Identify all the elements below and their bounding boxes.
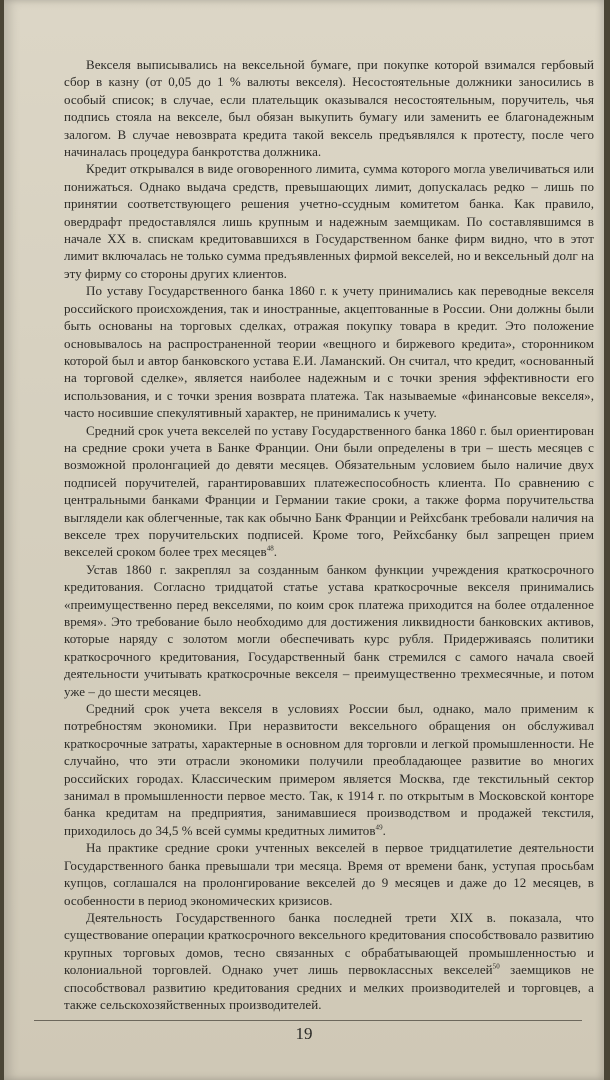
paragraph-1-text: Векселя выписывались на вексельной бумаге, при покупке которой взимался гербовый сбор в казну (от 0,05 до 1 % валюты векселя). Несостоятельные должники заносились в особый список; в случае, если плательщик оказывался несостоятельным, поручитель, чья подпись стояла на векселе, был обязан выкупить бумагу или заменить ее благонадежным залогом. В случае невозврата кредита такой вексель предъявлялся к протесту, после чего начиналась процедура банкротства должника.	[64, 57, 594, 160]
paragraph-5	[64, 561, 594, 700]
footnote-ref-50: 50	[492, 962, 500, 971]
body-text	[64, 56, 594, 1013]
footnote-ref-48: 48	[266, 545, 274, 554]
paragraph-4: Средний срок учета векселей по уставу Государственного банка 1860 г. был ориентирован на средние сроки учета в Банке Франции. Они были определены в три – шесть месяцев с возможной пролонгацией до девяти месяцев. Обязательным условием было наличие двух подписей поручителей, гарантировавших платежеспособность клиента. По сравнению с центральными банками Франции и Германии такие сроки, а также форма поручительства выглядели как облегченные, так как обычно Банк Франции и Рейхсбанк требовали наличия на векселе трех поручительских подписей. Кроме того, Рейхсбанку был запрещен прием векселей сроком более трех месяцев$^{48}$.	[64, 422, 594, 560]
footnote-ref-49: 49	[375, 823, 383, 832]
paragraph-8	[64, 909, 594, 1013]
paragraph-4-text: Средний срок учета векселей по уставу Государственного банка 1860 г. был ориентирован на средние сроки учета в Банке Франции. Они были определены в три – шесть месяцев с возможной пролонгацией до девяти месяцев. Обязательным условием было наличие двух подписей поручителей, гарантировавших платежеспособность клиента. По сравнению с центральными банками Франции и Германии такие сроки, а также форма поручительства выглядели как облегченные, так как обычно Банк Франции и Рейхсбанк требовали наличия на векселе трех поручительских подписей. Кроме того, Рейхсбанку был запрещен прием векселей сроком более трех месяцев	[64, 422, 594, 560]
paragraph-5-text: Устав 1860 г. закреплял за созданным банком функции учреждения краткосрочного кредитования. Согласно тридцатой статье устава краткосрочные векселя принимались «преимущественно перед векселями, по коим срок платежа приходится на более отдаленное время». Это требование было необходимо для достижения ликвидности банковских активов, которые наряду с золотом могли обеспечивать курс рубля. Придерживаясь политики краткосрочного кредитования, Государственный банк стремился с самого начала своей деятельности учитывать краткосрочные векселя – преимущественно трехмесячные, и потом уже – до шести месяцев.	[64, 561, 594, 699]
paragraph-6: Средний срок учета векселя в условиях России был, однако, мало применим к потребностям экономики. При неразвитости вексельного обращения он обслуживал краткосрочные затраты, характерные в основном для торговли и легкой промышленности. Не случайно, что эти отрасли экономики получили преобладающее развитие во многих российских городах. Классическим примером является Москва, где текстильный сектор занимал в промышленности первое место. Так, к 1914 г. по открытым в Московской конторе банка кредитам на предприятия, занимавшиеся производством и продажей текстиля, приходилось до 34,5 % всей суммы кредитных лимитов$^{49}$.	[64, 701, 594, 838]
paragraph-8-text: Деятельность Государственного банка последней трети XIX в. показала, что существование операции краткосрочного вексельного кредитования способствовало развитию крупных торговых домов, тесно связанных с обрабатывающей промышленностью и колониальной торговлей. Однако учет лишь первоклассных векселей	[64, 909, 594, 978]
paragraph-3	[64, 282, 594, 421]
paragraph-8-tail: заемщиков не способствовал развитию кредитования средних и мелких производителей и торговцев, а также сельскохозяйственных производителей.	[64, 962, 594, 1012]
paragraph-2	[64, 160, 594, 282]
book-page	[4, 0, 604, 1080]
page-number: 19	[295, 1024, 313, 1043]
paragraph-2-text: Кредит открывался в виде оговоренного лимита, сумма которого могла увеличиваться или понижаться. Однако выдача средств, превышающих лимит, допускалась редко – лишь по принятии соответствующего решения учетно-ссудным комитетом банка. Как правило, овердрафт предоставлялся лишь крупным и надежным заемщикам. По составлявшимся в начале XX в. спискам кредитовавшихся в Государственном банке фирм видно, что в этот лимит включалась не только сумма предъявленных фирмой векселей, но и вексельный долг на эту фирму со стороны других клиентов.	[64, 161, 594, 281]
paragraph-7-text: На практике средние сроки учтенных векселей в первое тридцатилетие деятельности Государственного банка превышали три месяца. Время от времени банк, уступая просьбам купцов, соглашался на пролонгирование векселей до 9 месяцев и даже до 12 месяцев, в особенности в период экономических кризисов.	[64, 840, 594, 908]
paragraph-6-text: Средний срок учета векселя в условиях России был, однако, мало применим к потребностям экономики. При неразвитости вексельного обращения он обслуживал краткосрочные затраты, характерные в основном для торговли и легкой промышленности. Не случайно, что эти отрасли экономики получили преобладающее развитие во многих российских городах. Классическим примером является Москва, где текстильный сектор занимал в промышленности первое место. Так, к 1914 г. по открытым в Московской конторе банка кредитам на предприятия, занимавшиеся производством и продажей текстиля, приходилось до 34,5 % всей суммы кредитных лимитов	[64, 701, 594, 838]
footer-rule	[34, 1020, 582, 1021]
paragraph-3-text: По уставу Государственного банка 1860 г. к учету принимались как переводные векселя российского происхождения, так и иностранные, акцептованные в России. Они должны были быть основаны на торговых сделках, отражая покупку товара в кредит. Это положение основывалось на распространенной теории «вещного и биржевого кредита», сторонником которой был и автор банковского устава Е.И. Ламанский. Он считал, что кредит, «основанный на торговой сделке», является наиболее надежным и с точки зрения эффективности его использования, и с точки зрения возврата платежа. Так называемые «финансовые векселя», часто носившие спекулятивный характер, не принимались к учету.	[64, 283, 594, 421]
paragraph-1	[64, 56, 594, 160]
paragraph-7	[64, 839, 594, 909]
